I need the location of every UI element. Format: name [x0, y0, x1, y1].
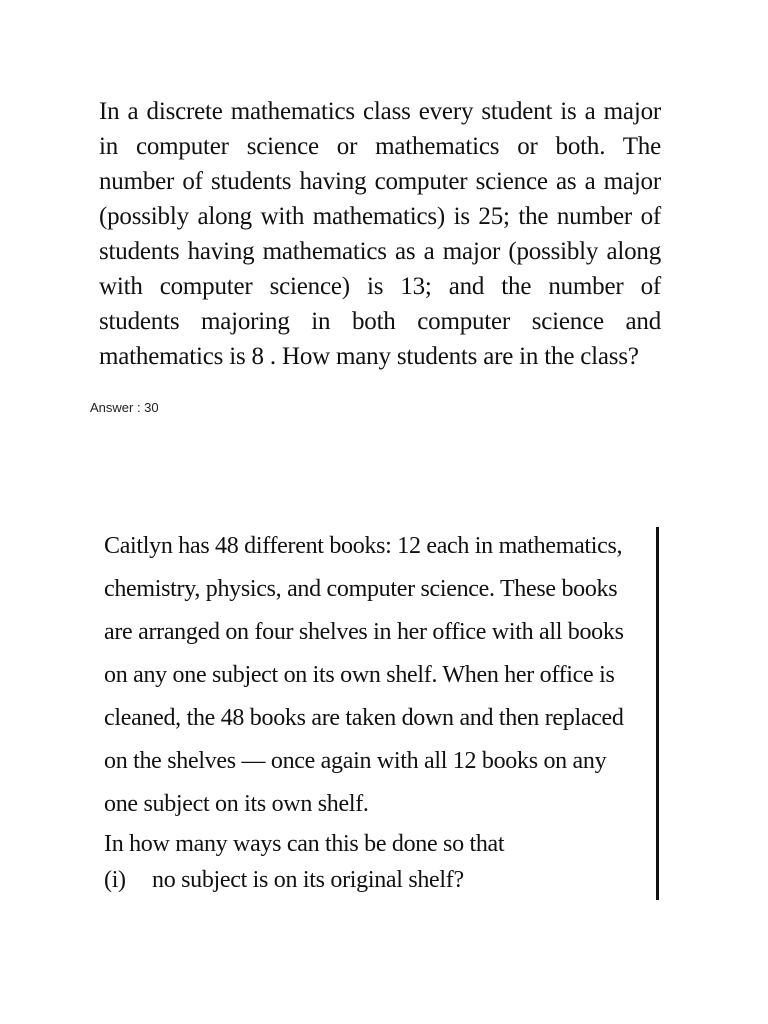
- problem-2-sub-item: [104, 862, 644, 898]
- problem-2-line: one subject on its own shelf.: [104, 791, 369, 817]
- problem-1-line: students having mathematics as a major (possibly along: [99, 238, 661, 265]
- problem-1-text: [99, 94, 661, 374]
- problem-1-line: number of students having computer science as a major: [99, 168, 661, 195]
- problem-2-line: cleaned, the 48 books are taken down and then replaced: [104, 705, 624, 731]
- margin-rule: [656, 527, 659, 900]
- problem-2-line: In how many ways can this be done so that: [104, 831, 505, 857]
- problem-1-line: with computer science) is 13; and the number of: [99, 273, 661, 300]
- problem-2-line: on any one subject on its own shelf. When her office is: [104, 662, 615, 688]
- problem-2-text: [104, 525, 644, 898]
- problem-2-line: Caitlyn has 48 different books: 12 each in mathematics,: [104, 533, 623, 559]
- problem-2-line: chemistry, physics, and computer science. These books: [104, 576, 618, 602]
- problem-1-line: In a discrete mathematics class every student is a major: [99, 98, 661, 125]
- problem-1-line: in computer science or mathematics or both. The: [99, 133, 661, 160]
- sub-item-number: (i): [104, 867, 126, 893]
- problem-2-line: on the shelves — once again with all 12 books on any: [104, 748, 607, 774]
- problem-1-line: (possibly along with mathematics) is 25; the number of: [99, 203, 661, 230]
- problem-2-line: are arranged on four shelves in her office with all books: [104, 619, 624, 645]
- problem-1-line: mathematics is 8 . How many students are in the class?: [99, 343, 639, 370]
- problem-1-line: students majoring in both computer science and: [99, 308, 661, 335]
- sub-item-text: no subject is on its original shelf?: [152, 867, 464, 893]
- answer-label: Answer : 30: [90, 400, 159, 415]
